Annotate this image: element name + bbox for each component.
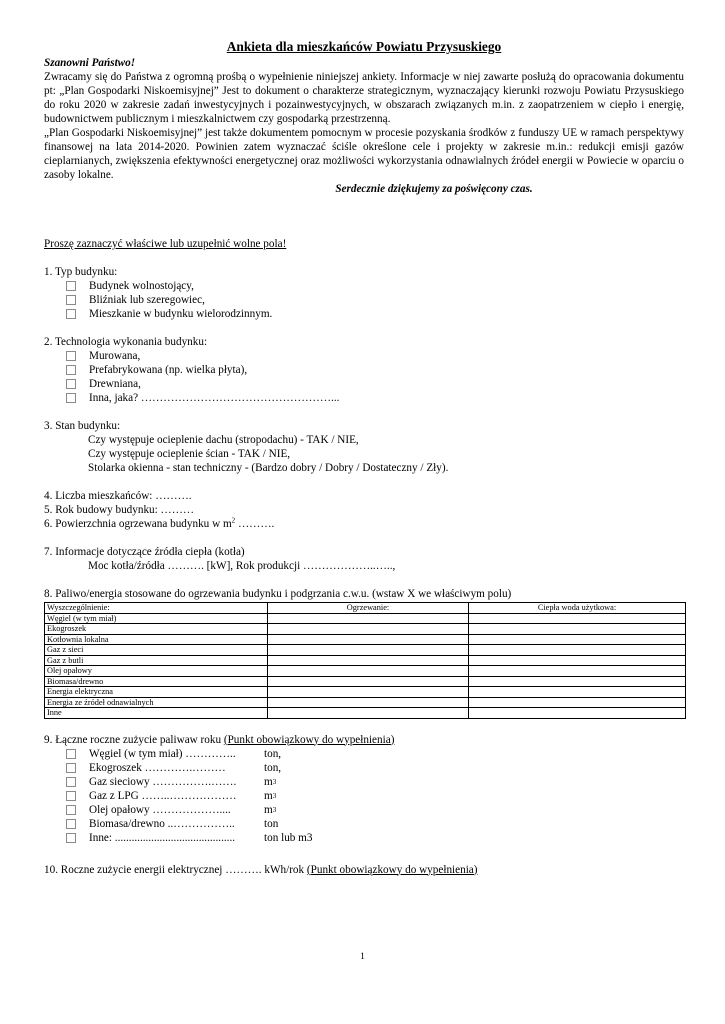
question-6[interactable] [44,517,684,531]
q2-option-label: Prefabrykowana (np. wielka płyta), [89,364,248,376]
table-row [45,655,686,666]
checkbox-icon[interactable] [66,749,76,759]
question-6-sup: 2 [231,516,236,525]
q9-item[interactable]: Gaz sieciowy …………….……. m 3 [44,775,684,789]
table-row [45,687,686,698]
q9-item[interactable] [44,831,684,845]
q9-item-label: Ekogroszek ………….……… [89,761,226,774]
question-3 [44,419,684,475]
q9-item-unit: ton, [264,747,282,760]
table-header: Ogrzewanie: [268,603,469,614]
q2-option-label: Inna, jaka? ……………………………………………... [89,392,340,404]
q2-option[interactable] [44,377,684,391]
table-cell-input[interactable] [469,624,686,635]
table-cell-label: Gaz z butli [45,655,268,666]
q9-item-unit: ton [264,817,279,830]
question-9 [44,733,684,845]
q2-option[interactable] [44,349,684,363]
checkbox-icon[interactable] [66,763,76,773]
table-header-row [45,603,686,614]
q3-line[interactable]: Stolarka okienna - stan techniczny - (Bardzo dobry / Dobry / Dostateczny / Zły). [88,462,449,474]
q1-option-label: Budynek wolnostojący, [89,280,194,292]
question-6-blank: ………. [235,518,275,530]
instruction: Proszę zaznaczyć właściwe lub uzupełnić wolne pola! [44,238,287,250]
question-10-label: 10. Roczne zużycie energii elektrycznej ………. kWh/rok [44,863,307,876]
q2-option[interactable] [44,363,684,377]
q9-item[interactable] [44,747,684,761]
mandatory-note: (Punkt obowiązkowy do wypełnienia) [306,863,478,876]
table-cell-label: Gaz z sieci [45,645,268,656]
q9-item[interactable]: Gaz z LPG ……..……………… m 3 [44,789,684,803]
page-number: 1 [360,952,365,962]
intro-paragraph-1: Zwracamy się do Państwa z ogromną prośbą o wypełnienie niniejszej ankiety. Informacje w niej zawarte posłużą do opracowania dokumentu pt: „Plan Gospodarki Niskoemisyjnej” Jest to dokument o charakterze strategicznym, wyznaczający kierunki rozwoju Powiatu Przysuskiego do roku 2020 w zakresie zadań inwestycyjnych i pozainwestycyjnych, w obszarach związanych m.in. z zaopatrzeniem w ciepło i energię, budownictwem publicznym i mieszkalnictwem czy gospodarką przestrzenną. [44,71,684,125]
checkbox-icon[interactable] [66,393,76,403]
greeting: Szanowni Państwo! [44,57,136,69]
table-row [45,708,686,719]
q9-item[interactable] [44,761,684,775]
question-5[interactable]: 5. Rok budowy budynku: ……… [44,504,195,516]
q9-item[interactable]: Olej opałowy ……………….... m 3 [44,803,684,817]
table-cell-label: Biomasa/drewno [45,676,268,687]
question-8-label: 8. Paliwo/energia stosowane do ogrzewania budynku i podgrzania c.w.u. (wstaw X we właściwym polu) [44,588,512,600]
checkbox-icon[interactable] [66,365,76,375]
question-3-label: 3. Stan budynku: [44,420,121,432]
table-row [45,645,686,656]
q2-option-label: Drewniana, [89,378,141,390]
q9-item[interactable] [44,817,684,831]
question-1-label: 1. Typ budynku: [44,266,118,278]
question-7 [44,545,684,573]
question-2-label: 2. Technologia wykonania budynku: [44,336,208,348]
question-2 [44,335,684,405]
q9-item-unit: ton, [264,761,282,774]
q9-item-unit: m [264,775,273,788]
question-1 [44,265,684,321]
checkbox-icon[interactable] [66,351,76,361]
table-row [45,613,686,624]
checkbox-icon[interactable] [66,777,76,787]
checkbox-icon[interactable] [66,379,76,389]
table-cell-input[interactable] [469,687,686,698]
q1-option-label: Mieszkanie w budynku wielorodzinnym. [89,308,273,320]
q9-item-label: Gaz sieciowy …………….……. [89,775,237,788]
table-row [45,666,686,677]
q1-option-label: Bliźniak lub szeregowiec, [89,294,205,306]
q2-option[interactable] [44,391,684,405]
q3-line[interactable]: Czy występuje ocieplenie dachu (stropodachu) - TAK / NIE, [88,434,359,446]
table-cell-input[interactable] [469,645,686,656]
table-cell-input[interactable] [268,697,469,708]
q1-option[interactable] [44,293,684,307]
table-row [45,697,686,708]
table-cell-label: Inne [45,708,268,719]
checkbox-icon[interactable] [66,833,76,843]
q9-item-label: Gaz z LPG ……..……………… [89,789,237,802]
table-cell-label: Ekogroszek [45,624,268,635]
q9-item-label: Olej opałowy ……………….... [89,803,231,816]
checkbox-icon[interactable] [66,791,76,801]
table-header: Ciepła woda użytkowa: [469,603,686,614]
table-cell-input[interactable] [469,613,686,624]
table-cell-input[interactable] [469,666,686,677]
question-8 [44,587,684,719]
question-9-label [44,733,684,747]
survey-page [44,40,684,877]
question-6-label: 6. Powierzchnia ogrzewana budynku w m [44,518,232,530]
q1-option[interactable] [44,307,684,321]
table-cell-input[interactable] [268,655,469,666]
table-cell-input[interactable] [268,676,469,687]
q9-item-unit: m [264,803,273,816]
table-cell-input[interactable] [469,697,686,708]
table-cell-label: Olej opałowy [45,666,268,677]
table-row [45,676,686,687]
table-row [45,624,686,635]
table-cell-input[interactable] [268,708,469,719]
table-header: Wyszczególnienie: [45,603,268,614]
thanks-note: Serdecznie dziękujemy za poświęcony czas. [335,183,533,195]
table-cell-input[interactable] [469,676,686,687]
question-4[interactable]: 4. Liczba mieszkańców: ………. [44,490,192,502]
q9-item-unit: ton lub m3 [264,831,313,844]
q2-option-label: Murowana, [89,350,141,362]
table-cell-label: Energia elektryczna [45,687,268,698]
table-cell-label: Kotłownia lokalna [45,634,268,645]
table-cell-input[interactable] [268,687,469,698]
table-cell-input[interactable] [469,634,686,645]
q9-item-label: Biomasa/drewno ..…………….. [89,817,235,830]
table-cell-label: Energia ze źródeł odnawialnych [45,697,268,708]
checkbox-icon[interactable] [66,295,76,305]
table-cell-input[interactable] [268,666,469,677]
checkbox-icon[interactable] [66,805,76,815]
table-cell-input[interactable] [469,655,686,666]
q1-option[interactable] [44,279,684,293]
table-cell-input[interactable] [268,634,469,645]
table-cell-input[interactable] [268,624,469,635]
question-10[interactable] [44,863,684,877]
table-cell-label: Węgiel (w tym miał) [45,613,268,624]
q9-item-label: Inne: ........................................... [89,831,236,844]
table-cell-input[interactable] [268,645,469,656]
question-7-label: 7. Informacje dotyczące źródła ciepła (kotła) [44,546,245,558]
question-9-text: 9. Łączne roczne zużycie paliwaw roku [44,733,224,746]
checkbox-icon[interactable] [66,281,76,291]
checkbox-icon[interactable] [66,309,76,319]
page-title: Ankieta dla mieszkańców Powiatu Przysuskiego [226,39,502,54]
table-cell-input[interactable] [268,613,469,624]
mandatory-note: (Punkt obowiązkowy do wypełnienia) [223,733,395,746]
q3-line[interactable]: Czy występuje ocieplenie ścian - TAK / NIE, [88,448,291,460]
fuel-table [44,602,686,719]
q9-item-unit: m [264,789,273,802]
table-cell-input[interactable] [469,708,686,719]
intro-paragraph-2: „Plan Gospodarki Niskoemisyjnej” jest także dokumentem pomocnym w procesie pozyskania środków z funduszy UE w ramach perspektywy finansowej na lata 2014-2020. Powinien zatem wyznaczać ściśle określone cele i projekty w zakresie m.in.: redukcji emisji gazów cieplarnianych, zwiększenia efektywności energetycznej oraz możliwości wykorzystania odnawialnych źródeł energii w Powiecie w oparciu o zasoby lokalne. [44,127,684,181]
checkbox-icon[interactable] [66,819,76,829]
q7-line[interactable]: Moc kotła/źródła ………. [kW], Rok produkcji ………………..….., [88,560,396,572]
table-row [45,634,686,645]
q9-item-label: Węgiel (w tym miał) ………….. [89,747,236,760]
